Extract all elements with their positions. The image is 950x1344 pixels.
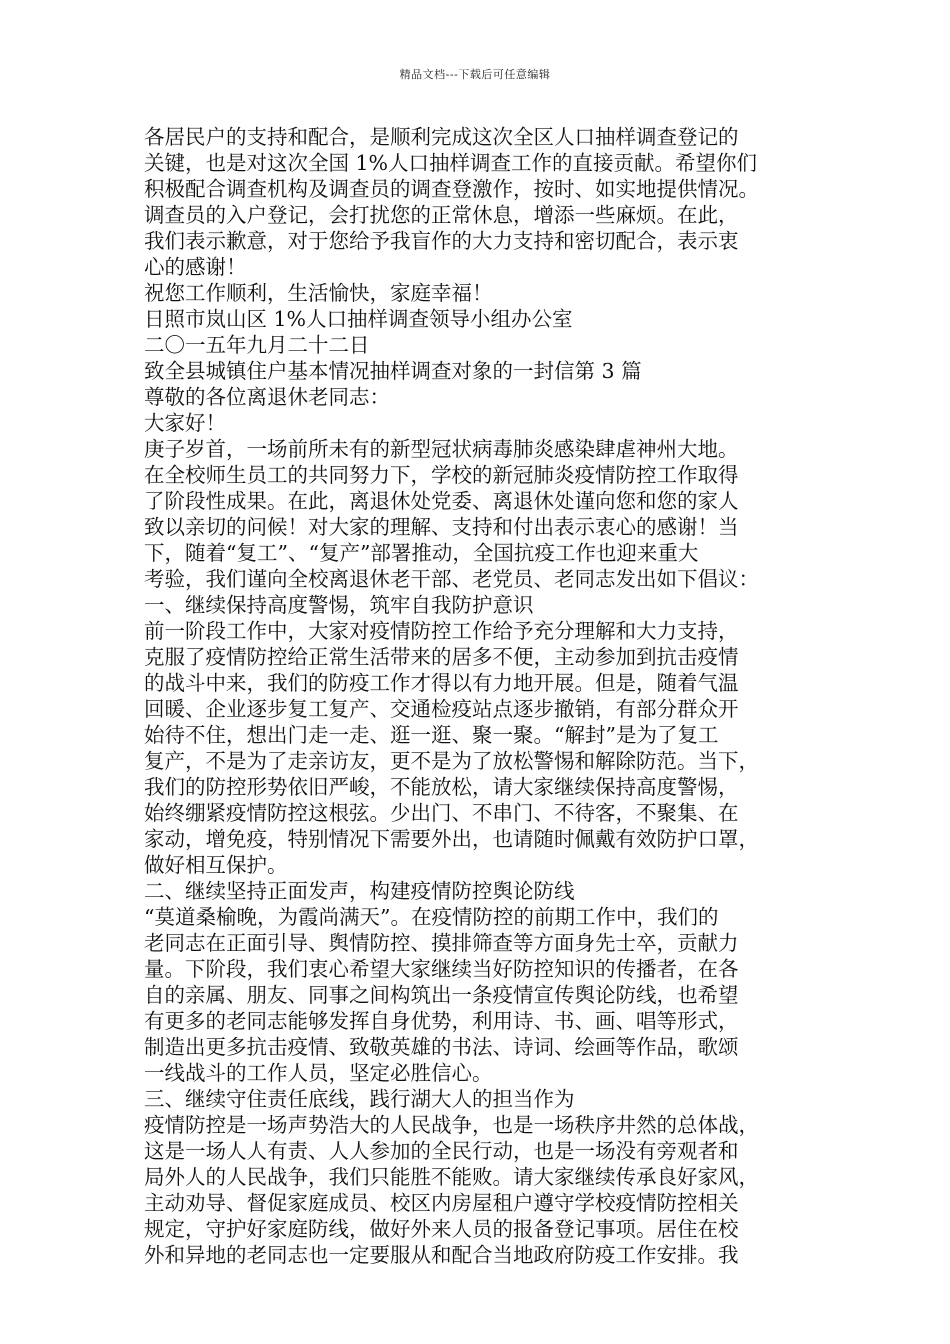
text-line: 外和异地的老同志也一定要服从和配合当地政府防疫工作安排。我 bbox=[144, 1243, 739, 1267]
text-line: 在全校师生员工的共同努力下，学校的新冠肺炎疫情防控工作取得 bbox=[144, 463, 739, 487]
text-line: 我们的防控形势依旧严峻，不能放松，请大家继续保持高度警惕， bbox=[144, 775, 739, 799]
text-line: 制造出更多抗击疫情、致敬英雄的书法、诗词、绘画等作品，歌颂 bbox=[144, 1035, 739, 1059]
text-line: 了阶段性成果。在此，离退休处党委、离退休处谨向您和您的家人 bbox=[144, 489, 739, 513]
text-line: 这是一场人人有责、人人参加的全民行动，也是一场没有旁观者和 bbox=[144, 1139, 739, 1163]
document-body bbox=[144, 124, 824, 1268]
text-line: 老同志在正面引导、舆情防控、摸排筛查等方面身先士卒，贡献力 bbox=[144, 931, 739, 955]
section-heading: 三、继续守住责任底线，践行湖大人的担当作为 bbox=[144, 1087, 575, 1111]
text-line: 回暖、企业逐步复工复产、交通检疫站点逐步撤销，有部分群众开 bbox=[144, 697, 739, 721]
text-line: 庚子岁首，一场前所未有的新型冠状病毒肺炎感染肆虐神州大地。 bbox=[144, 437, 739, 461]
text-line: 积极配合调查机构及调查员的调查登激作，按时、如实地提供情况。 bbox=[144, 177, 759, 201]
text-line: 自的亲属、朋友、同事之间构筑出一条疫情宣传舆论防线，也希望 bbox=[144, 983, 739, 1007]
text-line: 局外人的人民战争，我们只能胜不能败。请大家继续传承良好家风， bbox=[144, 1165, 759, 1189]
text-line: 我们表示歉意，对于您给予我盲作的大力支持和密切配合，表示衷 bbox=[144, 229, 739, 253]
text-line: 调查员的入户登记，会打扰您的正常休息，增添一些麻烦。在此， bbox=[144, 203, 739, 227]
section-heading: 一、继续保持高度警惕，筑牢自我防护意识 bbox=[144, 593, 534, 617]
text-line: 大家好！ bbox=[144, 411, 226, 435]
text-line: 克服了疫情防控给正常生活带来的居多不便，主动参加到抗击疫情 bbox=[144, 645, 739, 669]
text-line: 有更多的老同志能够发挥自身优势，利用诗、书、画、唱等形式， bbox=[144, 1009, 739, 1033]
page-header: 精品文档---下载后可任意编辑 bbox=[399, 68, 551, 81]
text-line: 二〇一五年九月二十二日 bbox=[144, 333, 370, 357]
text-line: 家动，增免疫，特别情况下需要外出，也请随时佩戴有效防护口罩， bbox=[144, 827, 759, 851]
text-line: 始待不住，想出门走一走、逛一逛、聚一聚。“解封”是为了复工 bbox=[144, 723, 719, 747]
text-line: 考验，我们谨向全校离退休老干部、老党员、老同志发出如下倡议： bbox=[144, 567, 759, 591]
text-line: 疫情防控是一场声势浩大的人民战争，也是一场秩序井然的总体战， bbox=[144, 1113, 759, 1137]
text-line: 日照市岚山区 1%人口抽样调查领导小组办公室 bbox=[144, 307, 573, 331]
text-line: 祝您工作顺利，生活愉快，家庭幸福！ bbox=[144, 281, 493, 305]
text-line: 的战斗中来，我们的防疫工作才得以有力地开展。但是，随着气温 bbox=[144, 671, 739, 695]
text-line: 一线战斗的工作人员，坚定必胜信心。 bbox=[144, 1061, 493, 1085]
text-line: 始终绷紧疫情防控这根弦。少出门、不串门、不待客，不聚集、在 bbox=[144, 801, 739, 825]
text-line: 前一阶段工作中，大家对疫情防控工作给予充分理解和大力支持， bbox=[144, 619, 739, 643]
text-line: 主动劝导、督促家庭成员、校区内房屋租户遵守学校疫情防控相关 bbox=[144, 1191, 739, 1215]
text-line: 下，随着“复工”、“复产”部署推动，全国抗疫工作也迎来重大 bbox=[144, 541, 699, 565]
text-line: 做好相互保护。 bbox=[144, 853, 288, 877]
text-line: “莫道桑榆晚，为霞尚满天”。在疫情防控的前期工作中，我们的 bbox=[144, 905, 719, 929]
text-line: 心的感谢！ bbox=[144, 255, 247, 279]
section-heading: 二、继续坚持正面发声，构建疫情防控舆论防线 bbox=[144, 879, 575, 903]
text-line: 复产，不是为了走亲访友，更不是为了放松警惕和解除防范。当下， bbox=[144, 749, 759, 773]
text-line: 各居民户的支持和配合，是顺利完成这次全区人口抽样调查登记的 bbox=[144, 125, 739, 149]
section-title: 致全县城镇住户基本情况抽样调查对象的一封信第 3 篇 bbox=[144, 359, 642, 383]
text-line: 尊敬的各位离退休老同志： bbox=[144, 385, 390, 409]
text-line: 规定，守护好家庭防线，做好外来人员的报备登记事项。居住在校 bbox=[144, 1217, 739, 1241]
text-line: 致以亲切的问候！对大家的理解、支持和付出表示衷心的感谢！当 bbox=[144, 515, 739, 539]
text-line: 量。下阶段，我们衷心希望大家继续当好防控知识的传播者，在各 bbox=[144, 957, 739, 981]
text-line: 关键，也是对这次全国 1%人口抽样调查工作的直接贡献。希望你们 bbox=[144, 151, 758, 175]
